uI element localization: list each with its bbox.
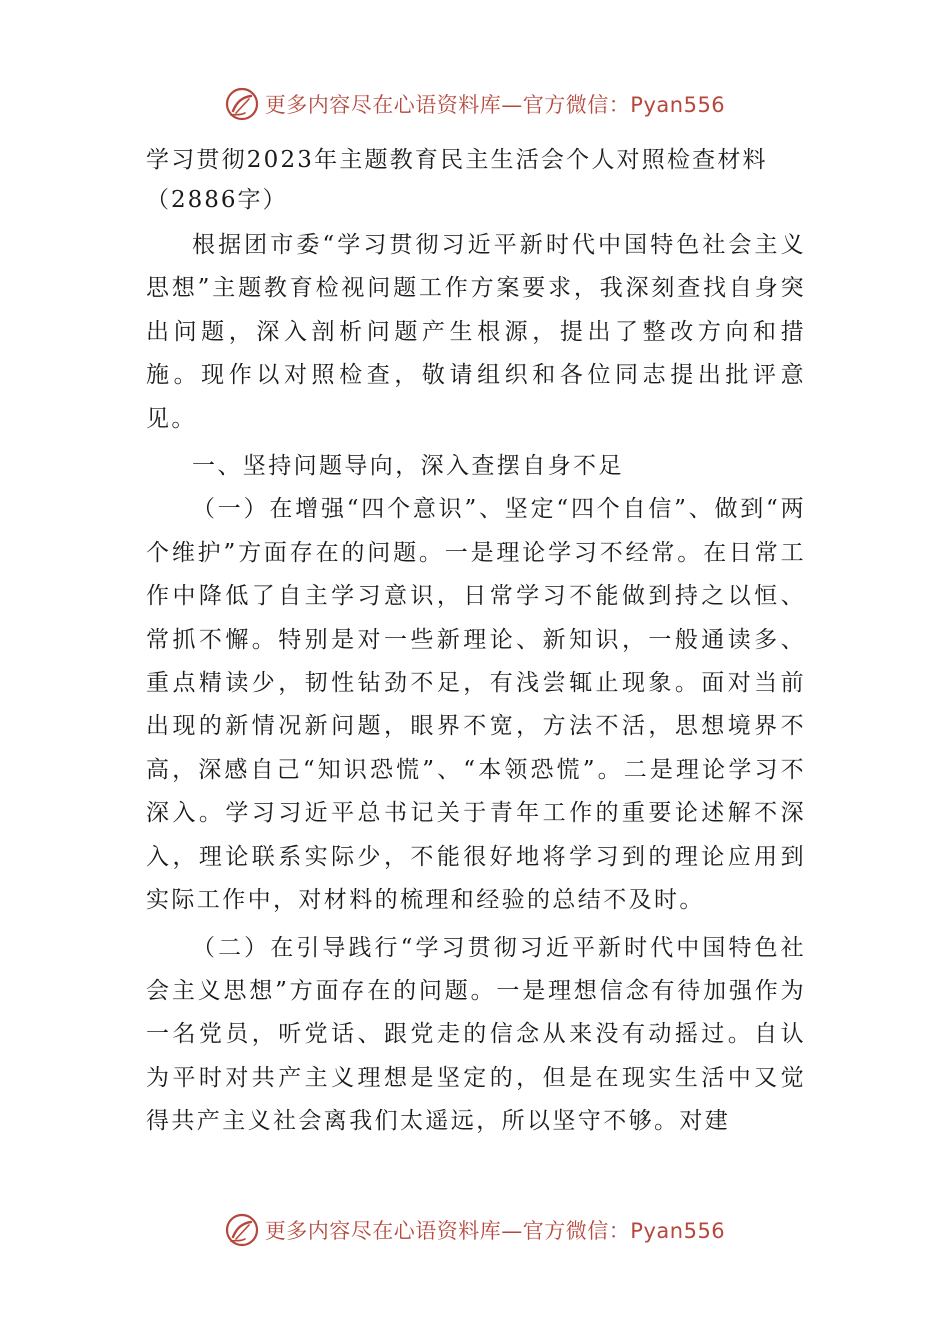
watermark-text-bottom: 更多内容尽在心语资料库—官方微信：Pyan556 — [264, 1219, 726, 1243]
section-heading: 一、坚持问题导向，深入查摆自身不足 — [192, 453, 624, 480]
watermark-banner-bottom — [0, 1210, 950, 1250]
document-title: 学习贯彻2023年主题教育民主生活会个人对照检查材料 — [146, 147, 768, 173]
document-body — [146, 140, 806, 1144]
watermark-banner-top — [0, 84, 950, 124]
item-one-paragraph: （一）在增强“四个意识”、坚定“四个自信”、做到“两个维护”方面存在的问题。一是理论学习不经常。在日常工作中降低了自主学习意识，日常学习不能做到持之以恒、常抓不懈。特别是对一些新理论、新知识，一般通读多、重点精读少，韧性钻劲不足，有浅尝辄止现象。面对当前出现的新情况新问题，眼界不宽，方法不活，思想境界不高，深感自己“知识恐慌”、“本领恐慌”。二是理论学习不深入。学习习近平总书记关于青年工作的重要论述解不深入，理论联系实际少，不能很好地将学习到的理论应用到实际工作中，对材料的梳理和经验的总结不及时。 — [146, 496, 806, 914]
item-two-paragraph: （二）在引导践行“学习贯彻习近平新时代中国特色社会主义思想”方面存在的问题。一是理想信念有待加强作为一名党员，听党话、跟党走的信念从来没有动摇过。自认为平时对共产主义理想是坚定的，但是在现实生活中又觉得共产主义社会离我们太遥远，所以坚守不够。对建 — [146, 934, 806, 1135]
watermark-text-top: 更多内容尽在心语资料库—官方微信：Pyan556 — [264, 93, 726, 117]
intro-paragraph: 根据团市委“学习贯彻习近平新时代中国特色社会主义思想”主题教育检视问题工作方案要求，我深刻查找自身突出问题，深入剖析问题产生根源，提出了整改方向和措施。现作以对照检查，敬请组织和各位同志提出批评意见。 — [146, 232, 806, 432]
signature-pen-logo-icon — [225, 87, 259, 121]
signature-pen-logo-icon — [225, 1213, 259, 1247]
word-count: （2886字） — [146, 187, 288, 213]
